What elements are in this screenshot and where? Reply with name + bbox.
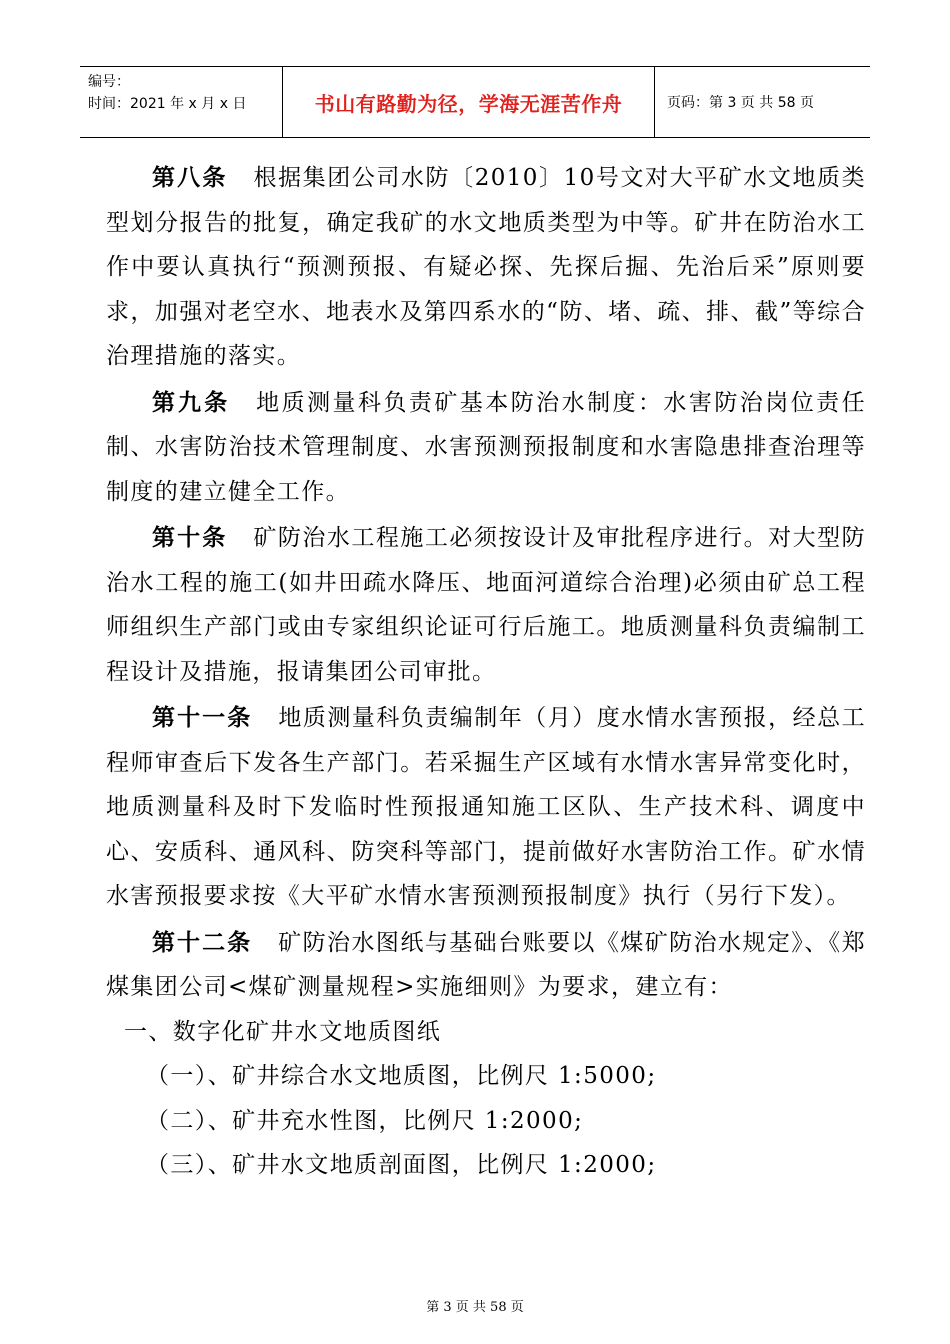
- article-text: 矿防治水工程施工必须按设计及审批程序进行。对大型防治水工程的施工(如井田疏水降压、地面河道综合治理)必须由矿总工程师组织生产部门或由专家组织论证可行后施工。地质测量科负责编制工程设计及措施，报请集团公司审批。: [106, 525, 867, 685]
- article-text: 地质测量科负责矿基本防治水制度：水害防治岗位责任制、水害防治技术管理制度、水害预测预报制度和水害隐患排查治理等制度的建立健全工作。: [106, 389, 867, 505]
- article-12: [106, 921, 866, 1010]
- article-title: 第十一条: [152, 705, 253, 731]
- article-text: 矿防治水图纸与基础台账要以《煤矿防治水规定》、《郑煤集团公司<煤矿测量规程>实施细则》为要求，建立有：: [106, 929, 867, 1000]
- document-body: [106, 156, 866, 1188]
- article-title: 第八条: [152, 165, 228, 191]
- page-header: [80, 66, 870, 138]
- article-10: [106, 516, 866, 694]
- document-number-label: 编号：: [88, 74, 130, 90]
- article-title: 第十二条: [152, 929, 253, 956]
- list-title: 一、数字化矿井水文地质图纸: [124, 1018, 442, 1045]
- article-11: [106, 696, 866, 919]
- page-footer: 第 3 页 共 58 页: [426, 1300, 524, 1315]
- article-text: 根据集团公司水防〔2010〕10号文对大平矿水文地质类型划分报告的批复，确定我矿的水文地质类型为中等。矿井在防治水工作中要认真执行“预测预报、有疑必探、先探后掘、先治后采”原则要求，加强对老空水、地表水及第四系水的“防、堵、疏、排、截”等综合治理措施的落实。: [106, 165, 866, 369]
- article-9: [106, 381, 866, 515]
- header-page-cell: [655, 67, 870, 137]
- article-title: 第九条: [152, 389, 231, 416]
- document-date-label: 时间：2021 年 x 月 x 日: [88, 96, 247, 112]
- list-item: （三）、矿井水文地质剖面图，比例尺 1:2000;: [146, 1152, 657, 1178]
- article-text: 地质测量科负责编制年（月）度水情水害预报，经总工程师审查后下发各生产部门。若采掘生产区域有水情水害异常变化时，地质测量科及时下发临时性预报通知施工区队、生产技术科、调度中心、安质科、通风科、防突科等部门，提前做好水害防治工作。矿水情水害预报要求按《大平矿水情水害预测预报制度》执行（另行下发）。: [106, 705, 866, 909]
- article-title: 第十条: [152, 525, 228, 551]
- header-motto-cell: [283, 67, 655, 137]
- header-meta: [80, 67, 283, 137]
- header-motto: 书山有路勤为径，学海无涯苦作舟: [314, 91, 623, 116]
- article-8: [106, 156, 866, 379]
- header-page-code: 页码：第 3 页 共 58 页: [667, 95, 814, 111]
- list-item: （一）、矿井综合水文地质图，比例尺 1:5000;: [146, 1063, 657, 1089]
- list-item: （二）、矿井充水性图，比例尺 1:2000;: [146, 1107, 584, 1134]
